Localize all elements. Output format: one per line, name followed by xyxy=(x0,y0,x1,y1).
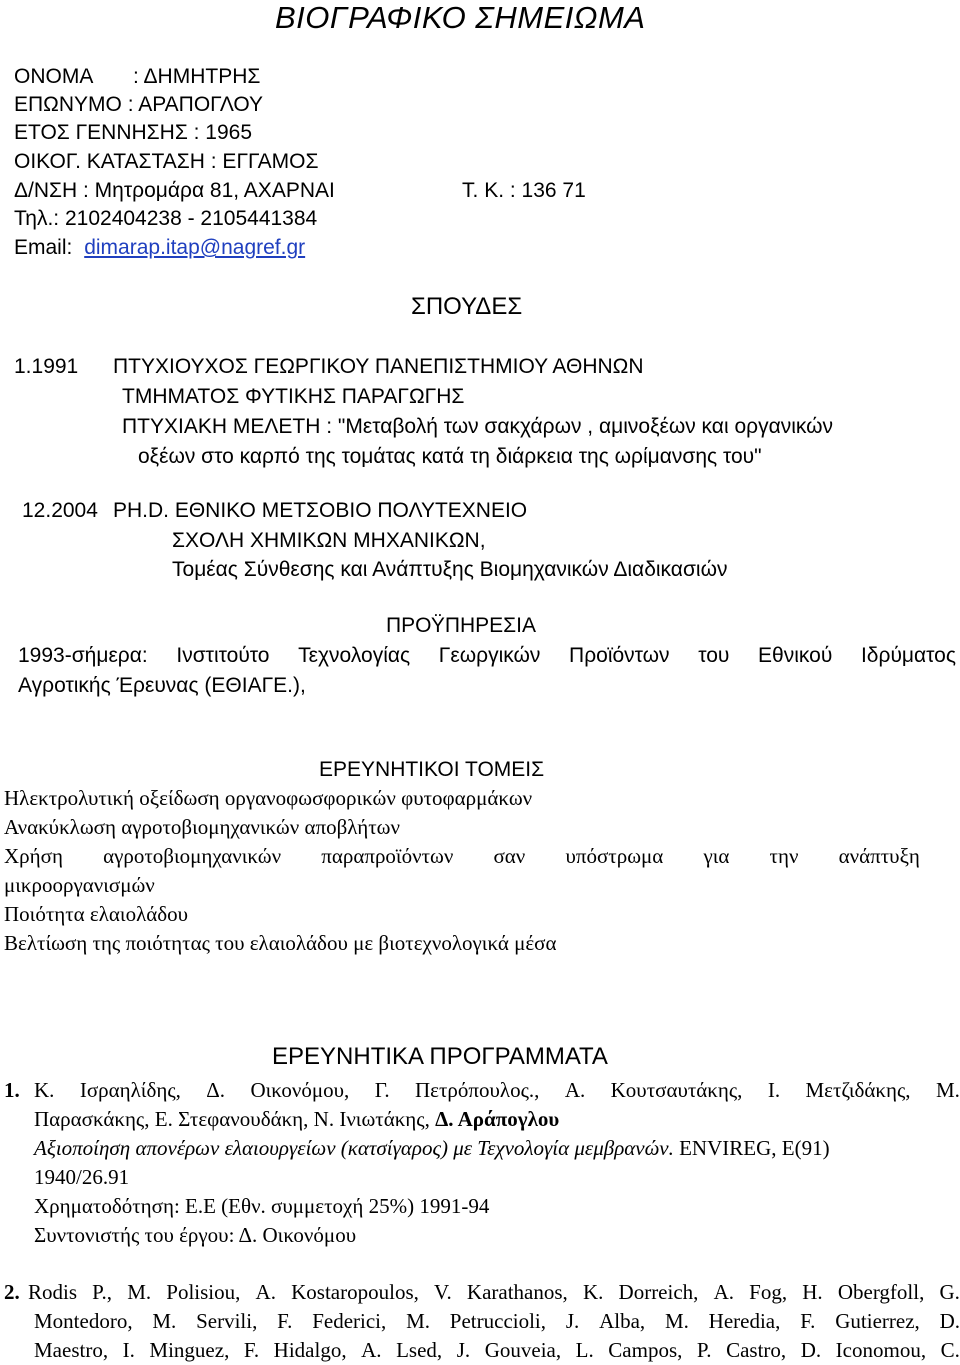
author-token: Servili, xyxy=(196,1309,258,1333)
author-token: H. xyxy=(802,1280,823,1304)
email-line xyxy=(14,235,305,260)
programs-heading: ΕΡΕΥΝΗΤΙΚΑ ΠΡΟΓΡΑΜΜΑΤΑ xyxy=(272,1043,608,1070)
author-token: J. xyxy=(456,1338,471,1362)
degree-line-4: οξέων στο καρπό της τομάτας κατά τη διάρκεια της ωρίμανσης του" xyxy=(138,445,762,468)
author-token: Γ. xyxy=(374,1078,390,1102)
author-token: Maestro, xyxy=(34,1338,109,1362)
phone-line: Τηλ.: 2102404238 - 2105441384 xyxy=(14,207,318,230)
author-token: Dorreich, xyxy=(618,1280,699,1304)
email-link[interactable]: dimarap.itap@nagref.gr xyxy=(84,236,306,259)
author-token: Gouveia, xyxy=(484,1338,562,1362)
phd-line-1: PH.D. ΕΘΝΙΚΟ ΜΕΤΣΟΒΙΟ ΠΟΛΥΤΕΧΝΕΙΟ xyxy=(113,499,528,522)
research-area-4: Ποιότητα ελαιολάδου xyxy=(4,902,189,926)
author-token: D. xyxy=(800,1338,822,1362)
experience-word: Προϊόντων xyxy=(569,644,670,667)
author-token: Lsed, xyxy=(396,1338,443,1362)
program-2-authors-line-2 xyxy=(34,1309,960,1334)
postcode: Τ. Κ. : 136 71 xyxy=(462,179,586,202)
author-token: M. xyxy=(152,1309,177,1333)
research-area-5: Βελτίωση της ποιότητας του ελαιολάδου με βιοτεχνολογικά μέσα xyxy=(4,931,557,955)
surname-line: ΕΠΩΝΥΜΟ : ΑΡΑΠΟΓΛΟΥ xyxy=(14,93,264,116)
research-word: για xyxy=(703,844,730,868)
author-token: Fog, xyxy=(749,1280,788,1304)
author-token: P. xyxy=(696,1338,712,1362)
author-token: Montedoro, xyxy=(34,1309,133,1333)
author-token: F. xyxy=(800,1309,816,1333)
experience-word: του xyxy=(698,644,730,667)
author-token: K. xyxy=(582,1280,604,1304)
author-token: M. xyxy=(127,1280,152,1304)
program-1-authors-line-1 xyxy=(34,1078,960,1103)
experience-line-1 xyxy=(18,643,956,668)
author-token: M. xyxy=(406,1309,430,1333)
birth-year-line: ΕΤΟΣ ΓΕΝΝΗΣΗΣ : 1965 xyxy=(14,121,253,144)
author-token: Federici, xyxy=(312,1309,387,1333)
author-token: A. xyxy=(255,1280,276,1304)
author-token: F. xyxy=(243,1338,260,1362)
program-1-funding: Χρηματοδότηση: Ε.Ε (Εθν. συμμετοχή 25%) 1991-94 xyxy=(34,1194,490,1218)
email-label: Email: xyxy=(14,236,73,259)
research-area-2: Ανακύκλωση αγροτοβιομηχανικών αποβλήτων xyxy=(4,815,400,839)
author-token: Οικονόμου, xyxy=(250,1078,350,1102)
research-area-3 xyxy=(4,844,920,869)
author-token: D. xyxy=(939,1309,960,1333)
program-2-authors-line-3 xyxy=(34,1338,960,1363)
experience-word: Τεχνολογίας xyxy=(298,644,411,667)
program-1-title: Αξιοποίηση απονέρων ελαιουργείων (κατσίγαρος) με Τεχνολογία μεμβρανών. xyxy=(34,1136,674,1160)
author-token: P., xyxy=(92,1280,113,1304)
author-token: M. xyxy=(664,1309,689,1333)
program-1-authors-line-2 xyxy=(34,1107,559,1132)
author-token: Karathanos, xyxy=(466,1280,568,1304)
author-list: Παρασκάκης, Ε. Στεφανουδάκη, Ν. Ινιωτάκης, xyxy=(34,1107,436,1131)
author-token: Polisiou, xyxy=(166,1280,241,1304)
name-value: : ΔΗΜΗΤΡΗΣ xyxy=(133,65,261,88)
experience-word: Γεωργικών xyxy=(438,644,541,667)
author-token: Μ. xyxy=(935,1078,960,1102)
research-word: αγροτοβιομηχανικών xyxy=(103,844,282,868)
document-title: ΒΙΟΓΡΑΦΙΚΟ ΣΗΜΕΙΩΜΑ xyxy=(275,0,646,35)
research-word: παραπροϊόντων xyxy=(321,844,454,868)
author-token: Α. xyxy=(564,1078,586,1102)
research-word: υπόστρωμα xyxy=(565,844,664,868)
author-token: Μετζιδάκης, xyxy=(805,1078,911,1102)
program-1-number: 1. xyxy=(4,1078,20,1102)
author-token: F. xyxy=(277,1309,293,1333)
experience-line-2: Αγροτικής Έρευνας (ΕΘΙΑΓΕ.), xyxy=(18,674,306,697)
author-token: L. xyxy=(575,1338,594,1362)
program-1-coordinator: Συντονιστής του έργου: Δ. Οικονόμου xyxy=(34,1223,357,1247)
research-areas-heading: ΕΡΕΥΝΗΤΙΚΟΙ ΤΟΜΕΙΣ xyxy=(319,758,545,781)
author-token: Kostaropoulos, xyxy=(291,1280,419,1304)
studies-heading: ΣΠΟΥΔΕΣ xyxy=(411,293,523,320)
experience-word: Εθνικού xyxy=(758,644,833,667)
program-1-title-line xyxy=(34,1136,830,1161)
author-token: Minguez, xyxy=(149,1338,230,1362)
author-token: Petruccioli, xyxy=(449,1309,547,1333)
research-word: σαν xyxy=(493,844,526,868)
author-token: Ισραηλίδης, xyxy=(79,1078,181,1102)
author-token: I. xyxy=(122,1338,135,1362)
research-area-3-cont: μικροοργανισμών xyxy=(4,873,155,897)
research-word: ανάπτυξη xyxy=(838,844,920,868)
author-token: Campos, xyxy=(608,1338,683,1362)
author-token: J. xyxy=(565,1309,580,1333)
degree-line-2: ΤΜΗΜΑΤΟΣ ΦΥΤΙΚΗΣ ΠΑΡΑΓΩΓΗΣ xyxy=(122,385,465,408)
author-token: Rodis xyxy=(28,1280,78,1304)
author-token: Δ. xyxy=(206,1078,226,1102)
degree-line-1: ΠΤΥΧΙΟΥΧΟΣ ΓΕΩΡΓΙΚΟΥ ΠΑΝΕΠΙΣΤΗΜΙΟΥ ΑΘΗΝΩΝ xyxy=(113,355,644,378)
program-2-number: 2. xyxy=(4,1280,20,1304)
address-line: Δ/ΝΣΗ : Μητρομάρα 81, ΑΧΑΡΝΑΙ xyxy=(14,179,335,202)
author-token: Heredia, xyxy=(708,1309,781,1333)
degree-year: 1.1991 xyxy=(14,355,79,378)
author-token: Κ. xyxy=(34,1078,55,1102)
author-token: Obergfoll, xyxy=(837,1280,925,1304)
author-token: Πετρόπουλος., xyxy=(415,1078,540,1102)
marital-status-line: ΟΙΚΟΓ. ΚΑΤΑΣΤΑΣΗ : ΕΓΓΑΜΟΣ xyxy=(14,150,319,173)
author-token: G. xyxy=(939,1280,960,1304)
experience-heading: ΠΡΟΫΠΗΡΕΣΙΑ xyxy=(386,614,537,637)
research-word: Χρήση xyxy=(4,844,63,868)
phd-year: 12.2004 xyxy=(22,499,98,522)
degree-line-3: ΠΤΥΧΙΑΚΗ ΜΕΛΕΤΗ : "Μεταβολή των σακχάρων , αμινοξέων και οργανικών xyxy=(122,415,834,438)
phd-line-3: Τομέας Σύνθεσης και Ανάπτυξης Βιομηχανικών Διαδικασιών xyxy=(172,558,728,581)
research-area-1: Ηλεκτρολυτική οξείδωση οργανοφωσφορικών φυτοφαρμάκων xyxy=(4,786,533,810)
research-word: την xyxy=(769,844,799,868)
name-label: ΟΝΟΜΑ xyxy=(14,65,94,88)
author-token: C. xyxy=(940,1338,960,1362)
author-token: A. xyxy=(713,1280,734,1304)
author-self: Δ. Αράπογλου xyxy=(435,1107,560,1131)
author-token: Alba, xyxy=(599,1309,646,1333)
author-token: Iconomou, xyxy=(835,1338,927,1362)
author-token: Castro, xyxy=(726,1338,787,1362)
experience-word: 1993-σήμερα: xyxy=(18,644,148,667)
author-token: Gutierrez, xyxy=(835,1309,920,1333)
author-token: Hidalgo, xyxy=(273,1338,347,1362)
program-1-code-cont: 1940/26.91 xyxy=(34,1165,130,1189)
author-token: Ι. xyxy=(767,1078,781,1102)
author-token: Κουτσαυτάκης, xyxy=(610,1078,743,1102)
program-1-code: ENVIREG, E(91) xyxy=(673,1136,830,1160)
experience-word: Ινστιτούτο xyxy=(176,644,270,667)
experience-word: Ιδρύματος xyxy=(860,644,956,667)
author-token: A. xyxy=(361,1338,382,1362)
author-token: V. xyxy=(434,1280,452,1304)
program-2-authors-line-1 xyxy=(28,1280,960,1305)
phd-line-2: ΣΧΟΛΗ ΧΗΜΙΚΩΝ ΜΗΧΑΝΙΚΩΝ, xyxy=(172,529,486,552)
